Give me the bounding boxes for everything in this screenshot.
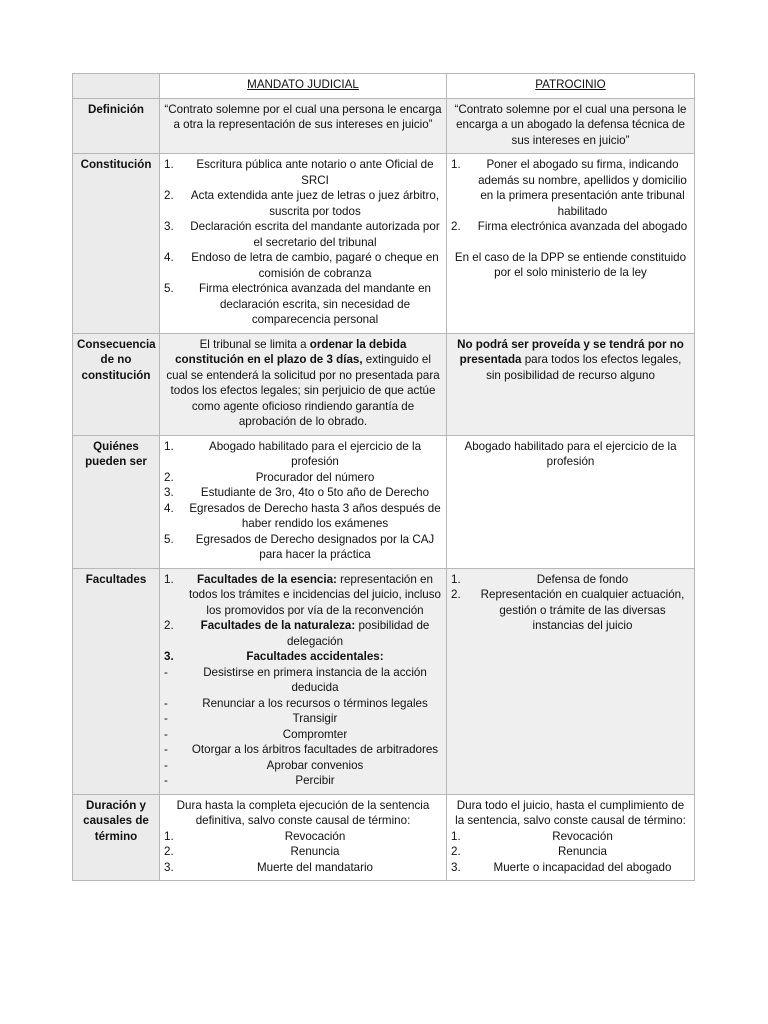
duracion-mandato-list [164, 829, 442, 876]
item-number: 1. [451, 829, 461, 843]
header-row [73, 74, 695, 99]
list-item [164, 470, 442, 486]
consecuencia-mandato [160, 333, 447, 435]
list-item [451, 572, 690, 588]
list-item [164, 773, 442, 789]
label-definicion: Definición [73, 98, 160, 154]
item-number: 1. [164, 572, 174, 586]
item-number: 3. [164, 486, 174, 499]
item-text: Escritura pública ante notario o ante Oficial de SRCI [196, 158, 434, 187]
item-text [188, 572, 442, 619]
list-item [164, 742, 442, 758]
list-item [164, 665, 442, 696]
item-number: - [164, 743, 168, 756]
item-text: Revocación [284, 829, 346, 843]
facultades-accidentales-list [164, 665, 442, 789]
definicion-patrocinio: “Contrato solemne por el cual una persona le encarga a un abogado la defensa técnica de sus intereses en juicio” [447, 98, 695, 154]
list-item [164, 188, 442, 219]
row-definicion [73, 98, 695, 154]
item-number: 5. [164, 532, 174, 546]
constitucion-mandato-list [164, 157, 442, 328]
list-item [164, 618, 442, 649]
list-item [164, 157, 442, 188]
row-facultades [73, 568, 695, 794]
item-number: 2. [164, 619, 174, 632]
list-item [164, 844, 442, 860]
list-item [164, 727, 442, 743]
label-consecuencia: Consecuencia de no constitución [73, 333, 160, 435]
header-patrocinio: PATROCINIO [447, 74, 695, 99]
list-item [164, 281, 442, 328]
label-facultades: Facultades [73, 568, 160, 794]
item-text: Revocación [552, 829, 613, 843]
row-constitucion [73, 154, 695, 334]
item-text: Procurador del número [255, 470, 375, 484]
item-text: Muerte o incapacidad del abogado [493, 860, 672, 874]
item-number: 3. [451, 860, 461, 874]
item-text: Poner el abogado su firma, indicando además su nombre, apellidos y domicilio en la primera presentación ante tribunal habilitado [478, 158, 687, 218]
item-text: Muerte del mandatario [257, 860, 373, 874]
consecuencia-patrocinio-bold: No podrá ser proveída y se tendrá por no presentada [457, 337, 684, 366]
item-number: 2. [164, 845, 174, 858]
quienes-mandato [160, 435, 447, 568]
duracion-patrocinio-intro: Dura todo el juicio, hasta el cumplimiento de la sentencia, salvo conste causal de término: [455, 798, 686, 827]
facultades-patrocinio-list [451, 572, 690, 634]
item-text: Endoso de letra de cambio, pagaré o cheque en comisión de cobranza [191, 251, 439, 280]
item-text: Compromter [282, 727, 348, 741]
constitucion-mandato [160, 154, 447, 334]
list-item [451, 844, 690, 860]
facultades-esencia-text: representación en todos los trámites e incidencias del juicio, incluso los promovidos por vía de la reconvención [189, 572, 441, 617]
item-text: Representación en cualquier actuación, gestión o trámite de las diversas instancias del juicio [480, 588, 685, 632]
item-number: - [164, 758, 168, 772]
item-text: Renuncia [558, 845, 607, 858]
item-number: 3. [164, 650, 174, 663]
list-item [164, 439, 442, 470]
list-item [451, 587, 690, 634]
item-text: Transigir [292, 712, 338, 725]
list-item [164, 711, 442, 727]
item-number: 2. [451, 220, 461, 233]
item-number: 2. [451, 845, 461, 858]
item-text: Egresados de Derecho designados por la CAJ para hacer la práctica [195, 532, 435, 561]
item-number: 4. [164, 501, 174, 515]
item-number: 1. [164, 829, 174, 843]
list-item [164, 860, 442, 876]
list-item [164, 485, 442, 501]
facultades-mandato [160, 568, 447, 794]
list-item [451, 860, 690, 876]
list-item [451, 219, 690, 235]
duracion-patrocinio-list [451, 829, 690, 876]
item-text: Desistirse en primera instancia de la acción deducida [203, 665, 427, 694]
item-number: 1. [451, 572, 461, 586]
item-text: Acta extendida ante juez de letras o juez árbitro, suscrita por todos [190, 189, 440, 218]
item-number: - [164, 774, 168, 787]
facultades-main-list [164, 572, 442, 665]
item-text: Declaración escrita del mandante autorizada por el secretario del tribunal [190, 220, 440, 249]
constitucion-patrocinio [447, 154, 695, 334]
row-duracion [73, 794, 695, 881]
row-consecuencia [73, 333, 695, 435]
label-quienes: Quiénes pueden ser [73, 435, 160, 568]
consecuencia-mandato-bold: ordenar la debida constitución en el plazo de 3 días, [175, 337, 407, 366]
item-number: 5. [164, 282, 174, 295]
facultades-patrocinio [447, 568, 695, 794]
comparison-table [72, 73, 695, 881]
item-text: Firma electrónica avanzada del mandante en declaración escrita, sin necesidad de comparecencia personal [198, 282, 431, 326]
item-number: - [164, 727, 168, 741]
list-item [164, 219, 442, 250]
item-number: 4. [164, 251, 174, 264]
item-number: 2. [164, 189, 174, 202]
quienes-patrocinio: Abogado habilitado para el ejercicio de la profesión [447, 435, 695, 568]
list-item [451, 157, 690, 219]
header-mandato: MANDATO JUDICIAL [160, 74, 447, 99]
item-text: Firma electrónica avanzada del abogado [477, 220, 688, 233]
list-item [164, 696, 442, 712]
list-item [164, 649, 442, 665]
facultades-esencia-title: Facultades de la esencia: [197, 572, 337, 586]
label-constitucion: Constitución [73, 154, 160, 334]
item-text: Abogado habilitado para el ejercicio de la profesión [208, 439, 422, 468]
list-item [164, 758, 442, 774]
item-number: 2. [164, 470, 174, 484]
item-number: - [164, 696, 168, 710]
duracion-mandato [160, 794, 447, 881]
item-text: Defensa de fondo [536, 572, 629, 586]
item-text: Egresados de Derecho hasta 3 años después de haber rendido los exámenes [189, 501, 441, 530]
facultades-accidentales-title: Facultades accidentales: [246, 650, 384, 663]
duracion-mandato-intro: Dura hasta la completa ejecución de la sentencia definitiva, salvo conste causal de término: [176, 798, 430, 827]
item-text: Renuncia [290, 845, 340, 858]
consecuencia-mandato-pre: El tribunal se limita a [199, 337, 310, 351]
list-item [164, 829, 442, 845]
item-text: Otorgar a los árbitros facultades de arbitradores [191, 743, 439, 756]
corner-cell [73, 74, 160, 99]
list-item [164, 501, 442, 532]
item-number: 1. [164, 439, 174, 453]
item-number: - [164, 712, 168, 725]
item-number: - [164, 665, 168, 679]
item-text [188, 618, 442, 649]
constitucion-dpp-note: En el caso de la DPP se entiende constituido por el solo ministerio de la ley [454, 250, 687, 279]
facultades-naturaleza-text: posibilidad de delegación [286, 619, 430, 648]
list-item [164, 572, 442, 619]
quienes-mandato-list [164, 439, 442, 563]
item-number: 3. [164, 220, 174, 233]
facultades-naturaleza-title: Facultades de la naturaleza: [200, 619, 356, 632]
consecuencia-patrocinio-post: para todos los efectos legales, sin posibilidad de recurso alguno [486, 353, 682, 382]
item-text: Renunciar a los recursos o términos legales [202, 696, 428, 710]
item-number: 1. [164, 158, 174, 171]
constitucion-patrocinio-list [451, 157, 690, 235]
item-text: Estudiante de 3ro, 4to o 5to año de Derecho [200, 486, 430, 499]
row-quienes [73, 435, 695, 568]
label-duracion: Duración y causales de término [73, 794, 160, 881]
list-item [164, 250, 442, 281]
definicion-mandato: “Contrato solemne por el cual una persona le encarga a otra la representación de sus intereses en juicio” [160, 98, 447, 154]
consecuencia-mandato-post: extinguido el cual se entenderá la solicitud por no presentada para todos los efectos legales; sin perjuicio de que actúe como agente oficioso rindiendo garantía de aprobación de lo obrado. [166, 353, 440, 428]
item-number: 1. [451, 158, 461, 171]
item-text: Percibir [295, 774, 335, 787]
duracion-patrocinio [447, 794, 695, 881]
list-item [451, 829, 690, 845]
item-number: 3. [164, 860, 174, 874]
item-number: 2. [451, 588, 461, 601]
list-item [164, 532, 442, 563]
consecuencia-patrocinio [447, 333, 695, 435]
item-text: Aprobar convenios [266, 758, 364, 772]
